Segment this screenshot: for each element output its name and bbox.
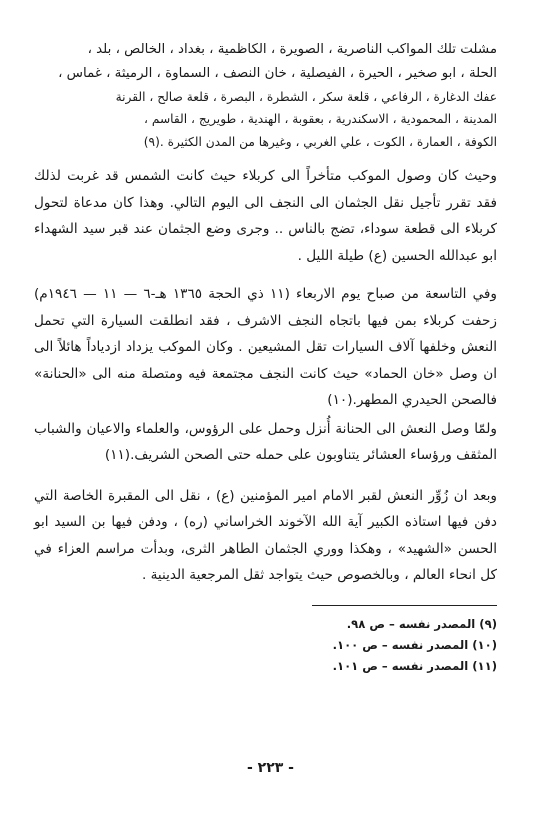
footnote-11: (١١) المصدر نفسه – ص ١٠١. <box>332 658 497 673</box>
cities-line-3: عفك الدغارة ، الرفاعي ، قلعة سكر ، الشطرة ، البصرة ، قلعة صالح ، القرنة <box>115 89 497 104</box>
footnote-divider <box>312 605 497 606</box>
cities-line-1: مشلت تلك المواكب الناصرية ، الصويرة ، الكاظمية ، بغداد ، الخالص ، بلد ، <box>87 42 497 57</box>
paragraph-hannana: ولمّا وصل النعش الى الحنانة أُنزل وحمل على الرؤوس، والعلماء والاعيان والشباب المثقف ورؤساء العشائر يتناوبون على حمله حتى الصحن الشريف.(١١) <box>34 420 497 464</box>
cities-line-2: الحلة ، ابو صخير ، الحيرة ، الفيصلية ، خان النصف ، السماوة ، الرميثة ، غماس ، <box>58 65 497 81</box>
cities-line-5: الكوفة ، العمارة ، الكوت ، علي الغربي ، وغيرها من المدن الكثيرة .(٩) <box>143 134 497 149</box>
paragraph-burial: وبعد ان زُوِّر النعش لقبر الامام امير المؤمنين (ع) ، نقل الى المقبرة الخاصة التي دفن فيها استاذه الكبير آية الله الآخوند الخراساني (ره) ، ودفن فيها بن السيد ابو الحسن «الشهيد» ، وهكذا ووري الجثمان الطاهر الثرى، وبدأت مراسم العزاء في كل انحاء العالم ، وبالخصوص حيث يتواجد ثقل المرجعية الدينية . <box>34 487 497 584</box>
paragraph-cities-list <box>34 38 497 153</box>
cities-line-4: المدينة ، المحمودية ، الاسكندرية ، بعقوبة ، الهندية ، طويريج ، القاسم ، <box>144 112 497 127</box>
paragraph-arrival-karbala: وحيث كان وصول الموكب متأخراً الى كربلاء حيث كانت الشمس قد غربت لذلك فقد تقرر تأجيل نقل الجثمان الى النجف الى اليوم التالي. وهذا كان مدعاة لتحول كربلاء الى قطعة سوداء، تضج بالناس .. وجرى وضع الجثمان عند قبر سيد الشهداء ابو عبدالله الحسين (ع) طيلة الليل . <box>34 168 497 264</box>
footnote-10: (١٠) المصدر نفسه – ص ١٠٠. <box>332 637 497 652</box>
footnotes <box>34 614 497 677</box>
footnote-9: (٩) المصدر نفسه – ص ٩٨. <box>346 616 497 631</box>
page-number: - ٢٢٣ - <box>246 760 294 776</box>
paragraph-procession-najaf: وفي التاسعة من صباح يوم الاربعاء (١١ ذي الحجة ١٣٦٥ هـ-٦ — ١١ — ١٩٤٦م) زحفت كربلاء بمن فيها باتجاه النجف الاشرف ، فقد انطلقت السيارة التي تحمل النعش وخلفها آلاف السيارات تقل المشيعين . وكان الموكب يزداد ازدياداً هائلاً الى ان وصل «خان الحماد» حيث كانت النجف مجتمعة فيه ومتصلة منه الى «الحنانة» فالصحن الحيدري المطهر.(١٠) <box>34 286 497 409</box>
